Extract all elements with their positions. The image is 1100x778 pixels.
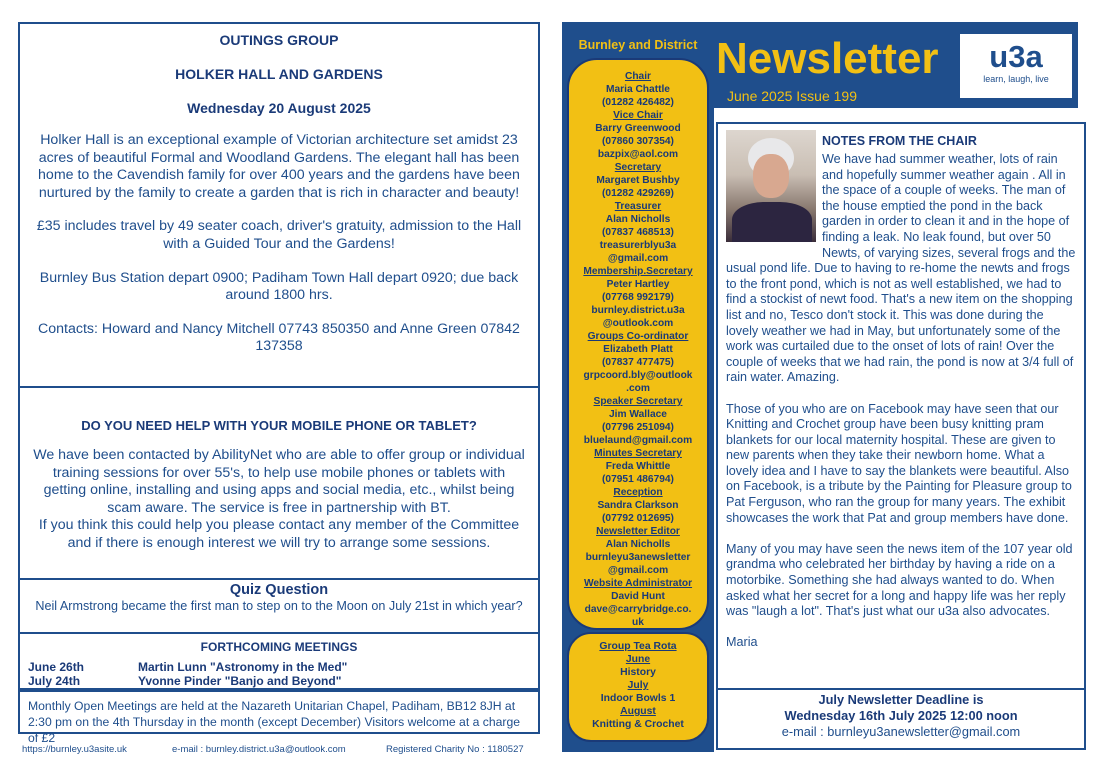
committee-entry: Margaret Bushby bbox=[596, 175, 680, 186]
meeting-talk: Yvonne Pinder "Banjo and Beyond" bbox=[138, 674, 342, 688]
monthly-meetings-panel bbox=[18, 690, 540, 745]
committee-role: Speaker Secretary bbox=[593, 396, 683, 407]
outings-heading: OUTINGS GROUP bbox=[219, 32, 339, 48]
newsletter-title: Newsletter bbox=[716, 34, 939, 83]
tea-rota-entry: History bbox=[620, 667, 656, 678]
committee-entry: (07837 477475) bbox=[602, 357, 674, 368]
committee-entry: bazpix@aol.com bbox=[597, 149, 679, 160]
committee-entry: (07951 486794) bbox=[602, 474, 674, 485]
outings-description: Holker Hall is an exceptional example of Victorian architecture set amidst 23 acres of beautiful Formal and Woodland Gardens. The elegant hall has been home to the Cavendish family for over 400 years and the gardens have been nurtured by the family to create a garden that is rich in character and beauty! bbox=[38, 132, 520, 201]
meeting-date: June 26th bbox=[28, 660, 85, 674]
issue-label: June 2025 Issue 199 bbox=[727, 88, 857, 104]
committee-entry: @gmail.com bbox=[607, 565, 669, 576]
chair-signoff: Maria bbox=[726, 635, 758, 650]
committee-entry: (07837 468513) bbox=[602, 227, 674, 238]
chair-paragraph: Many of you may have seen the news item of the 107 year old grandma who celebrated her birthday by having a ride on a motorbike. Something she had always wanted to do. When asked what her secret for a long and happy life was her reply was "laugh a lot". That's just what our u3a also advocates. bbox=[726, 541, 1073, 619]
mobile-help-contact: If you think this could help you please contact any member of the Committee and if there is enough interest we will try to arrange some sessions. bbox=[38, 517, 520, 551]
committee-role: Website Administrator bbox=[583, 578, 693, 589]
tea-rota-entry: Knitting & Crochet bbox=[592, 719, 684, 730]
committee-entry: burnleyu3anewsletter bbox=[585, 552, 691, 563]
committee-role: Membership.Secretary bbox=[583, 266, 693, 277]
committee-role: Vice Chair bbox=[613, 110, 663, 121]
committee-role: Chair bbox=[624, 71, 652, 82]
outings-panel bbox=[18, 22, 540, 388]
logo-tagline: learn, laugh, live bbox=[983, 74, 1049, 84]
meeting-row bbox=[28, 674, 530, 688]
footer bbox=[22, 744, 542, 755]
deadline-panel bbox=[716, 688, 1086, 750]
footer-email[interactable]: e-mail : burnley.district.u3a@outlook.com bbox=[172, 744, 346, 755]
forthcoming-heading: FORTHCOMING MEETINGS bbox=[200, 640, 358, 654]
chair-paragraph: Those of you who are on Facebook may have seen that our Knitting and Crochet group have been busy knitting pram blankets for our local maternity hospital. These are given to new parents when they take their newborn home. What a lovely idea and I have to say the blankets were beautiful. Also on Facebook, is a tribute by the Painting for Pleasure group to Pat Ferguson, who ran the group for many years. The exhibit showcases the work that Pat and group members have done. bbox=[726, 401, 1072, 525]
mobile-help-panel bbox=[18, 386, 540, 580]
committee-entry: Freda Whittle bbox=[605, 461, 671, 472]
deadline-email[interactable]: e-mail : burnleyu3anewsletter@gmail.com bbox=[781, 724, 1021, 739]
committee-entry: Elizabeth Platt bbox=[603, 344, 673, 355]
logo-text: u3a bbox=[989, 39, 1043, 74]
outings-venue: HOLKER HALL AND GARDENS bbox=[175, 66, 383, 82]
chair-paragraph: We have had summer weather, lots of rain and hopefully summer weather again . All in the space of a couple of weeks. The man of the house emptied the pond in the back garden in order to clean it and in the hope of finding a leak. No leak found, but over 50 Newts, of varying sizes, several frogs and the usual pond life. Due to having to re-home the newts and frogs to the front pond, which is not as well established, we had to find a stockist of newt food. That's a new item on the shopping list and no, Tesco don't stock it. This was done during the lovely weather we had in May, but unfortunately some of the work was curtailed due to the onset of lots of rain! Over the couple of weeks that we had rain, the pond is now at 3/4 full of rain water. Amazing. bbox=[726, 152, 1076, 385]
quiz-panel bbox=[18, 578, 540, 634]
committee-entry: (01282 429269) bbox=[602, 188, 674, 199]
district-name: Burnley and District bbox=[578, 38, 698, 52]
meeting-date: July 24th bbox=[28, 674, 81, 688]
outings-date: Wednesday 20 August 2025 bbox=[187, 100, 371, 116]
meeting-row bbox=[28, 660, 530, 674]
footer-website[interactable]: https://burnley.u3asite.uk bbox=[22, 744, 127, 755]
committee-role: Minutes Secretary bbox=[594, 448, 682, 459]
mobile-help-body: We have been contacted by AbilityNet who are able to offer group or individual training sessions for over 55's, to help use mobile phones or tablets with getting online, installing and using apps and social media, etc., whilst being scam aware. The service is free in partnership with BT. bbox=[33, 447, 525, 516]
meeting-talk: Martin Lunn "Astronomy in the Med" bbox=[138, 660, 348, 674]
committee-entry: (07860 307354) bbox=[602, 136, 674, 147]
deadline-line1: July Newsletter Deadline is bbox=[818, 692, 984, 707]
committee-entry: (01282 426482) bbox=[602, 97, 674, 108]
committee-role: Secretary bbox=[614, 162, 662, 173]
committee-entry: Alan Nicholls bbox=[605, 214, 671, 225]
committee-entry: uk bbox=[632, 617, 644, 628]
committee-entry: Maria Chattle bbox=[606, 84, 670, 95]
quiz-heading: Quiz Question bbox=[229, 582, 329, 598]
quiz-question: Neil Armstrong became the first man to step on to the Moon on July 21st in which year? bbox=[35, 599, 523, 613]
footer-charity: Registered Charity No : 1180527 bbox=[386, 744, 524, 755]
committee-role: Groups Co-ordinator bbox=[587, 331, 689, 342]
committee-entry: (07796 251094) bbox=[602, 422, 674, 433]
tea-rota-role: June bbox=[625, 654, 651, 665]
committee-role: Newsletter Editor bbox=[596, 526, 680, 537]
committee-entry: Sandra Clarkson bbox=[597, 500, 679, 511]
tea-rota-entry: Indoor Bowls 1 bbox=[600, 693, 676, 704]
committee-entry: @outlook.com bbox=[602, 318, 674, 329]
committee-entry: Alan Nicholls bbox=[605, 539, 671, 550]
committee-entry: (07792 012695) bbox=[602, 513, 674, 524]
u3a-logo bbox=[960, 34, 1072, 98]
committee-entry: Barry Greenwood bbox=[595, 123, 681, 134]
mobile-help-heading: DO YOU NEED HELP WITH YOUR MOBILE PHONE OR TABLET? bbox=[81, 418, 477, 433]
outings-contacts: Contacts: Howard and Nancy Mitchell 07743 850350 and Anne Green 07842 137358 bbox=[38, 320, 520, 355]
committee-entry: burnley.district.u3a bbox=[591, 305, 685, 316]
deadline-date: Wednesday 16th July 2025 12:00 noon bbox=[784, 708, 1018, 723]
committee-role: Treasurer bbox=[614, 201, 662, 212]
chair-heading: NOTES FROM THE CHAIR bbox=[822, 134, 977, 148]
committee-entry: (07768 992179) bbox=[602, 292, 674, 303]
chair-notes-panel bbox=[716, 122, 1086, 690]
committee-entry: @gmail.com bbox=[607, 253, 669, 264]
monthly-meetings-text: Monthly Open Meetings are held at the Nazareth Unitarian Chapel, Padiham, BB12 8JH at 2:30 pm on the 4th Thursday in the month (except December) Visitors welcome at a charge of £2 bbox=[28, 699, 521, 745]
committee-entry: dave@carrybridge.co. bbox=[584, 604, 692, 615]
tea-rota-role: Group Tea Rota bbox=[599, 641, 677, 652]
outings-price: £35 includes travel by 49 seater coach, driver's gratuity, admission to the Hall with a Guided Tour and the Gardens! bbox=[36, 218, 522, 252]
chair-photo bbox=[726, 130, 816, 242]
committee-entry: grpcoord.bly@outlook bbox=[583, 370, 693, 381]
committee-entry: .com bbox=[626, 383, 650, 394]
outings-departure: Burnley Bus Station depart 0900; Padiham Town Hall depart 0920; due back around 1800 hrs. bbox=[39, 269, 519, 304]
committee-entry: Jim Wallace bbox=[609, 409, 667, 420]
forthcoming-meetings-panel bbox=[18, 632, 540, 690]
tea-rota-role: August bbox=[620, 706, 656, 717]
tea-rota-role: July bbox=[627, 680, 649, 691]
committee-list bbox=[567, 58, 709, 630]
tea-rota bbox=[567, 632, 709, 742]
committee-role: Reception bbox=[613, 487, 663, 498]
committee-entry: Peter Hartley bbox=[606, 279, 670, 290]
committee-entry: David Hunt bbox=[611, 591, 665, 602]
committee-entry: bluelaund@gmail.com bbox=[583, 435, 693, 446]
committee-entry: treasurerblyu3a bbox=[599, 240, 677, 251]
